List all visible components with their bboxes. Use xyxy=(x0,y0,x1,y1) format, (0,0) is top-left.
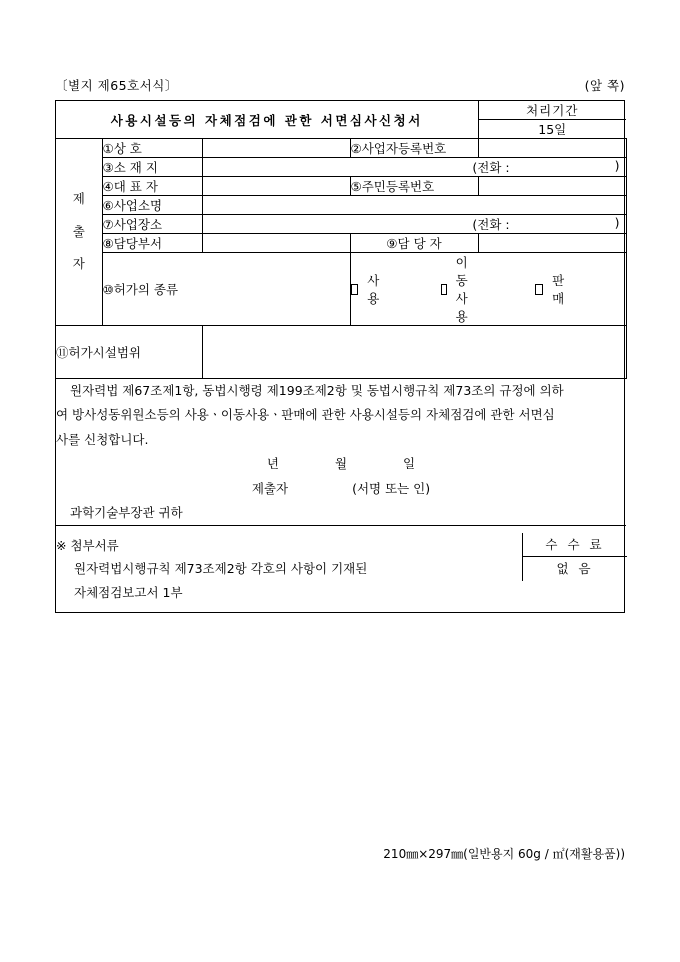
table-row xyxy=(56,196,626,215)
checkbox-sale[interactable] xyxy=(535,271,567,307)
submitter-line xyxy=(56,477,626,501)
field-address[interactable] xyxy=(202,158,626,177)
paper-spec-note: 210㎜×297㎜(일반용지 60g / ㎡(재활용품)) xyxy=(383,847,625,861)
field-office-name[interactable] xyxy=(202,196,626,215)
label-business-place: ⑦사업장소 xyxy=(102,215,202,234)
label-person-in-charge: ⑨담 당 자 xyxy=(350,234,478,253)
date-month: 월 xyxy=(334,456,348,472)
signature-note: (서명 또는 인) xyxy=(352,480,431,496)
statement-block xyxy=(56,379,626,526)
attachments-block xyxy=(56,526,626,613)
business-place-tel-label: (전화 : xyxy=(472,217,510,232)
label-company-name: ①상 호 xyxy=(102,139,202,158)
label-department: ⑧담당부서 xyxy=(102,234,202,253)
form-container xyxy=(55,100,625,613)
permit-kind-options xyxy=(350,253,626,326)
addressee-line: 과학기술부장관 귀하 xyxy=(70,504,183,520)
address-tel-label: (전화 : xyxy=(472,160,510,175)
table-row xyxy=(56,139,626,158)
checkbox-label-mobile-use: 이동사용 xyxy=(455,255,468,324)
checkbox-label-sale: 판매 xyxy=(552,273,565,306)
table-row xyxy=(56,326,626,379)
table-row xyxy=(56,177,626,196)
title-row xyxy=(56,101,626,120)
fee-value: 없 음 xyxy=(523,557,628,581)
table-row xyxy=(56,158,626,177)
field-business-reg-no[interactable] xyxy=(478,139,626,158)
checkbox-label-use: 사용 xyxy=(367,273,380,306)
fee-table xyxy=(522,533,627,582)
checkbox-box-icon[interactable] xyxy=(441,284,447,295)
attachments-title: ※ 첨부서류 xyxy=(56,537,119,553)
label-office-name: ⑥사업소명 xyxy=(102,196,202,215)
checkbox-box-icon[interactable] xyxy=(351,284,359,295)
label-representative: ④대 표 자 xyxy=(102,177,202,196)
page-side-mark: (앞 쪽) xyxy=(584,78,625,93)
statement-line-2: 여 방사성동위원소등의 사용ㆍ이동사용ㆍ판매에 관한 사용시설등의 자체점검에 관한 서면심 xyxy=(56,407,555,423)
statement-line-3: 사를 신청합니다. xyxy=(56,431,149,447)
processing-period-value: 15일 xyxy=(478,120,626,139)
attachments-line-2: 자체점검보고서 1부 xyxy=(74,585,183,601)
label-business-reg-no: ②사업자등록번호 xyxy=(350,139,478,158)
address-tel-close: ) xyxy=(614,158,620,173)
fee-label: 수 수 료 xyxy=(523,533,628,557)
date-year: 년 xyxy=(266,456,279,472)
date-line xyxy=(56,452,626,476)
checkbox-mobile-use[interactable] xyxy=(441,253,478,325)
field-business-place[interactable] xyxy=(202,215,626,234)
form-table xyxy=(56,101,627,612)
field-representative[interactable] xyxy=(202,177,350,196)
table-row xyxy=(56,215,626,234)
page-title: 사용시설등의 자체점검에 관한 서면심사신청서 xyxy=(56,101,478,139)
statement-line-1: 원자력법 제67조제1항, 동법시행령 제199조제2항 및 동법시행규칙 제73조의 규정에 의하 xyxy=(70,383,564,398)
submitter-label: 제출자 xyxy=(251,480,289,496)
document-header xyxy=(55,76,625,94)
field-person-in-charge[interactable] xyxy=(478,234,626,253)
checkbox-box-icon[interactable] xyxy=(535,284,543,295)
label-permit-kind: ⑩허가의 종류 xyxy=(102,253,350,326)
statement-row xyxy=(56,379,626,526)
date-day: 일 xyxy=(403,456,416,472)
table-row xyxy=(56,253,626,326)
business-place-tel-close: ) xyxy=(614,215,620,230)
form-number: 〔별지 제65호서식〕 xyxy=(55,78,178,93)
label-permit-range: ⑪허가시설범위 xyxy=(56,326,202,379)
label-address: ③소 재 지 xyxy=(102,158,202,177)
field-company-name[interactable] xyxy=(202,139,350,158)
processing-period-label: 처리기간 xyxy=(478,101,626,120)
field-department[interactable] xyxy=(202,234,350,253)
checkbox-use[interactable] xyxy=(351,271,383,307)
label-resident-reg-no: ⑤주민등록번호 xyxy=(350,177,478,196)
field-permit-range[interactable] xyxy=(202,326,626,379)
applicant-vertical-label: 제 출 자 xyxy=(56,139,102,326)
field-resident-reg-no[interactable] xyxy=(478,177,626,196)
attachments-line-1: 원자력법시행규칙 제73조제2항 각호의 사항이 기재된 xyxy=(74,561,368,577)
attachments-row xyxy=(56,526,626,613)
table-row xyxy=(56,234,626,253)
